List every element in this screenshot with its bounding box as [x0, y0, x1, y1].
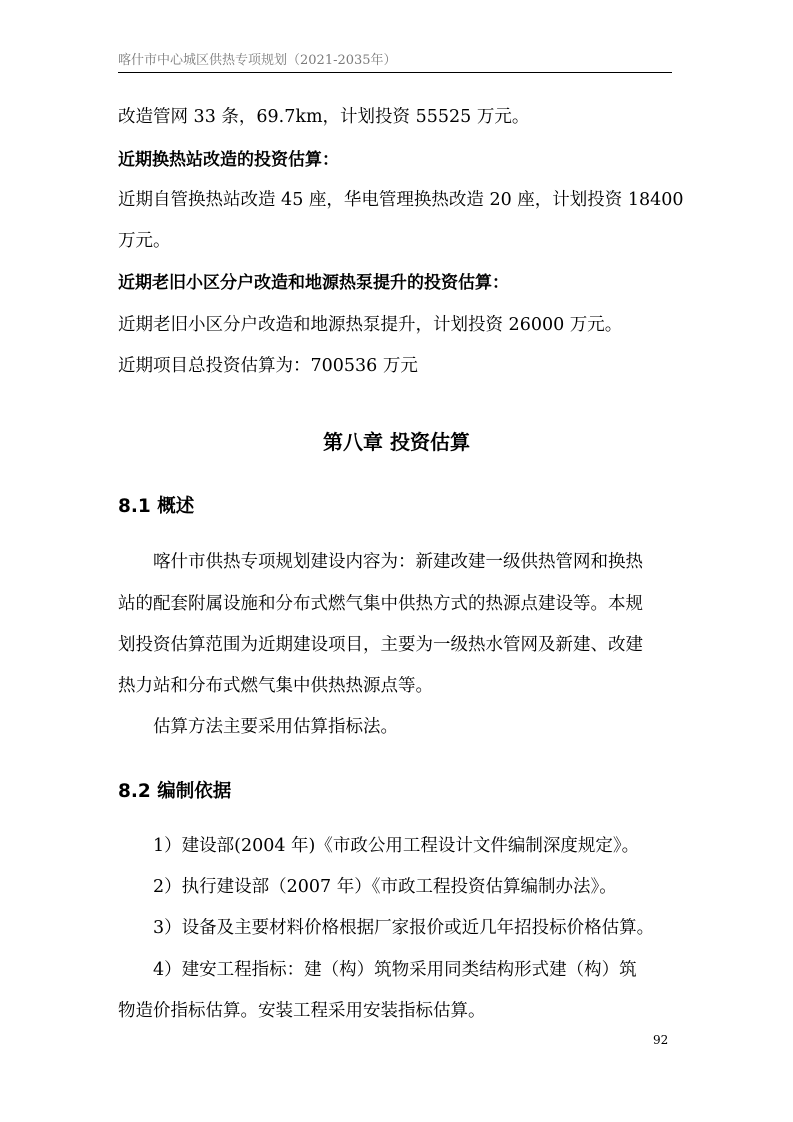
basis-item-4-line1: 4）建安工程指标：建（构）筑物采用同类结构形式建（构）筑	[153, 960, 637, 980]
overview-line4: 热力站和分布式燃气集中供热热源点等。	[118, 676, 433, 696]
substation-heading: 近期换热站改造的投资估算：	[118, 150, 339, 170]
chapter-title: 第八章 投资估算	[323, 430, 470, 454]
basis-item-3: 3）设备及主要材料价格根据厂家报价或近几年招投标价格估算。	[153, 918, 655, 938]
page-number: 92	[653, 1033, 669, 1047]
overview-line2: 站的配套附属设施和分布式燃气集中供热方式的热源点建设等。本规	[118, 594, 643, 614]
substation-text-line1: 近期自管换热站改造 45 座，华电管理换热改造 20 座，计划投资 18400	[118, 190, 684, 210]
header-rule	[118, 72, 672, 73]
overview-line3: 划投资估算范围为近期建设项目，主要为一级热水管网及新建、改建	[118, 635, 643, 655]
residential-text: 近期老旧小区分户改造和地源热泵提升，计划投资 26000 万元。	[118, 315, 623, 335]
basis-item-1: 1）建设部(2004 年)《市政公用工程设计文件编制深度规定》。	[153, 836, 640, 856]
basis-item-4-line2: 物造价指标估算。安装工程采用安装指标估算。	[118, 1001, 486, 1021]
basis-item-2: 2）执行建设部（2007 年）《市政工程投资估算编制办法》。	[153, 877, 617, 897]
substation-text-line2: 万元。	[118, 231, 171, 251]
running-header: 喀什市中心城区供热专项规划（2021-2035年）	[118, 53, 397, 68]
overview-line1: 喀什市供热专项规划建设内容为：新建改建一级供热管网和换热	[153, 552, 643, 572]
section-8-1-title: 8.1 概述	[118, 496, 195, 517]
residential-heading: 近期老旧小区分户改造和地源热泵提升的投资估算：	[118, 273, 509, 293]
pipe-network-investment-text: 改造管网 33 条，69.7km，计划投资 55525 万元。	[118, 107, 530, 127]
estimation-method-text: 估算方法主要采用估算指标法。	[153, 717, 398, 737]
section-8-2-title: 8.2 编制依据	[118, 781, 232, 802]
total-investment-text: 近期项目总投资估算为：700536 万元	[118, 356, 418, 376]
